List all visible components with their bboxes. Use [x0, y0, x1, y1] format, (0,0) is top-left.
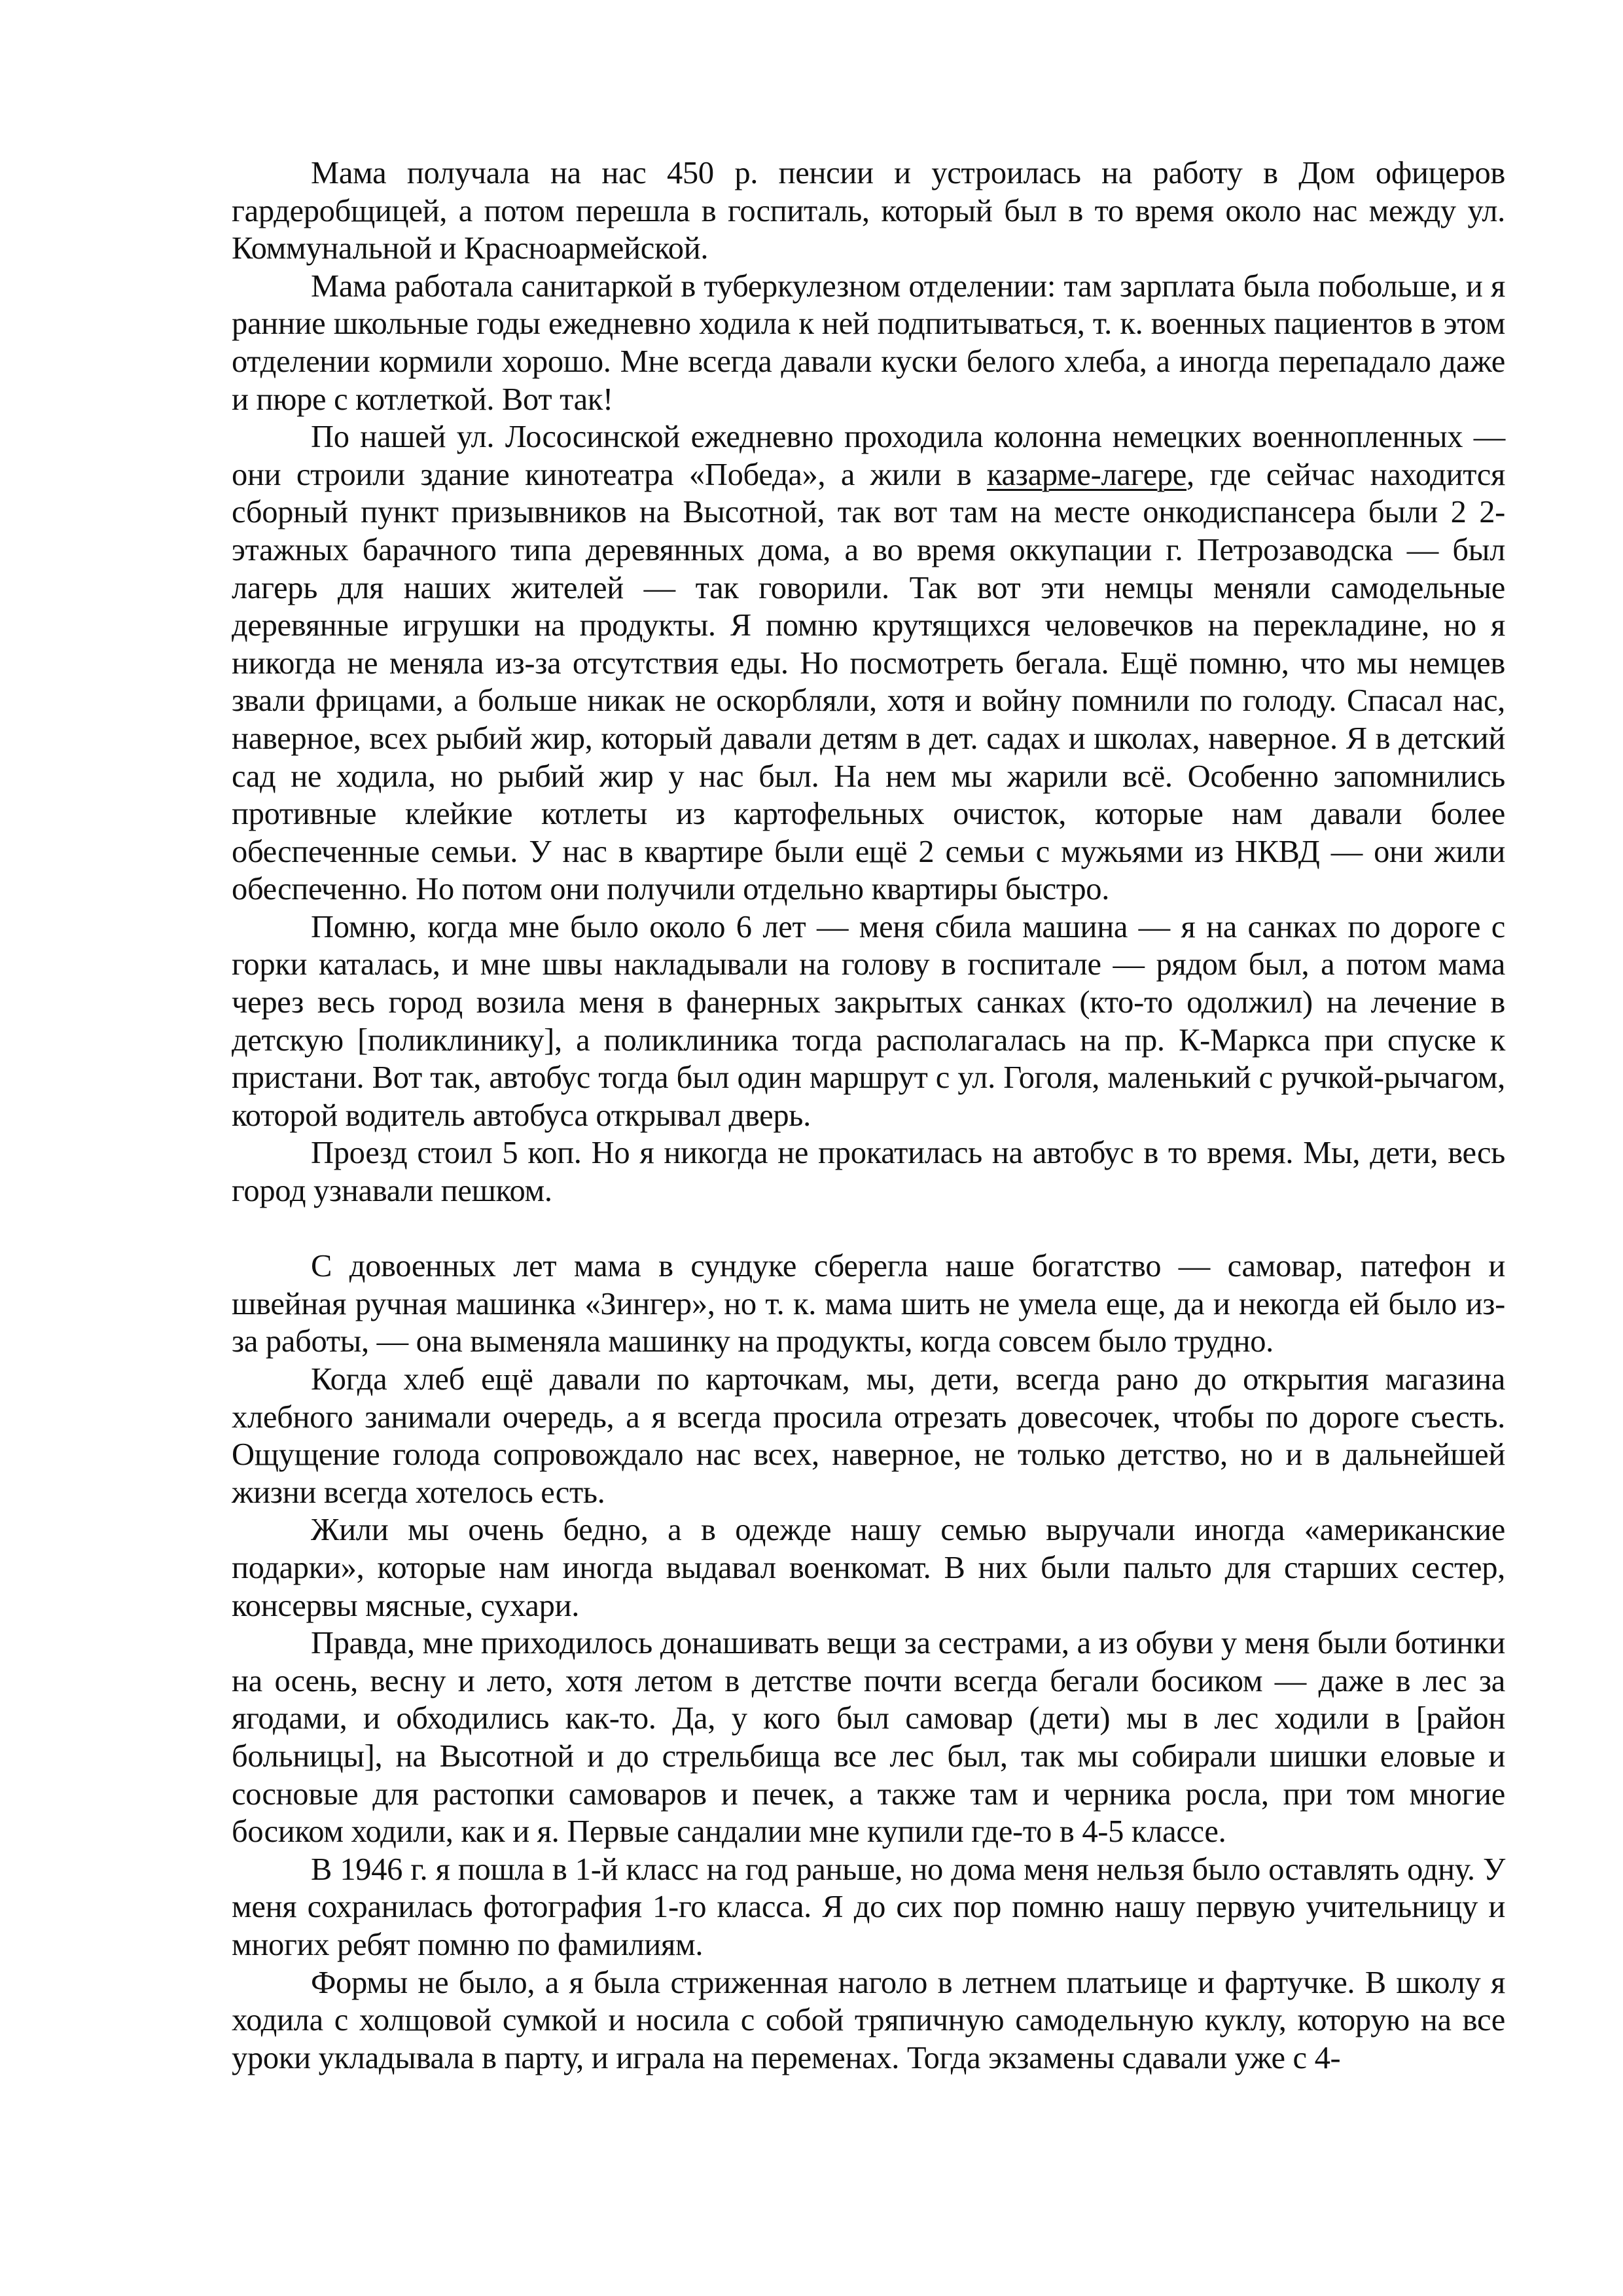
paragraph-bread-cards: Когда хлеб ещё давали по карточкам, мы, дети, всегда рано до открытия магазина хлебного занимали очередь, а я всегда просила отрезать довесочек, чтобы по дороге съесть. Ощущение голода сопровождало нас всех, наверное, не только детство, но и в дальнейшей жизни всегда хотелось есть.: [232, 1362, 1505, 1510]
paragraph-no-uniform: Формы не было, а я была стриженная наголо в летнем платьице и фартучке. В школу я ходила с холщовой сумкой и носила с собой тряпичную самодельную куклу, которую на все уроки укладывала в парту, и играла на переменах. Тогда экзамены сдавали уже с 4-: [232, 1965, 1505, 2075]
paragraph-hand-me-downs: Правда, мне приходилось донашивать вещи за сестрами, а из обуви у меня были ботинки на осень, весну и лето, хотя летом в детстве почти всегда бегали босиком — даже в лес за ягодами, и обходились как-то. Да, у кого был самовар (дети) мы в лес ходили в [район больницы], на Высотной и до стрельбища все лес был, так мы собирали шишки еловые и сосновые для растопки самоваров и печек, а также там и черника росла, при том многие босиком ходили, как и я. Первые сандалии мне купили где-то в 4-5 классе.: [232, 1626, 1505, 1850]
paragraph-sanitary-work: Мама работала санитаркой в туберкулезном отделении: там зарплата была побольше, и я ранние школьные годы ежедневно ходила к ней подпитываться, т. к. военных пациентов в этом отделении кормили хорошо. Мне всегда давали куски белого хлеба, а иногда перепадало даже и пюре с котлеткой. Вот так!: [232, 268, 1505, 417]
paragraph-prewar-treasures: С довоенных лет мама в сундуке сберегла наше богатство — самовар, патефон и швейная ручная машинка «Зингер», но т. к. мама шить не умела еще, да и некогда ей было из-за работы, — она выменяла машинку на продукты, когда совсем было трудно.: [232, 1249, 1505, 1359]
blank-line: [232, 1210, 1505, 1248]
paragraph-american-gifts: Жили мы очень бедно, а в одежде нашу семью выручали иногда «американские подарки», которые нам иногда выдавал военкомат. В них были пальто для старших сестер, консервы мясные, сухари.: [232, 1513, 1505, 1623]
paragraph-bus-fare: Проезд стоил 5 коп. Но я никогда не прокатилась на автобус в то время. Мы, дети, весь город узнавали пешком.: [232, 1136, 1505, 1209]
paragraph-car-accident: Помню, когда мне было около 6 лет — меня сбила машина — я на санках по дороге с горки каталась, и мне швы накладывали на голову в госпитале — рядом был, а потом мама через весь город возила меня в фанерных закрытых санках (кто-то одолжил) на лечение в детскую [поликлинику], а поликлиника тогда располагалась на пр. К-Маркса при спуске к пристани. Вот так, автобус тогда был один маршрут с ул. Гоголя, маленький с ручкой-рычагом, которой водитель автобуса открывал дверь.: [232, 909, 1505, 1133]
paragraph-pows: [232, 418, 1505, 908]
document-body: [232, 154, 1505, 2077]
paragraph-first-grade: В 1946 г. я пошла в 1-й класс на год раньше, но дома меня нельзя было оставлять одну. У меня сохранилась фотография 1-го класса. Я до сих пор помню нашу первую учительницу и многих ребят помню по фамилиям.: [232, 1852, 1505, 1962]
paragraph-pows-rest: , где сейчас находится сборный пункт призывников на Высотной, так вот там на месте онкодиспансера были 2 2-этажных барачного типа деревянных дома, а во время оккупации г. Петрозаводска — был лагерь для наших жителей — так говорили. Так вот эти немцы меняли самодельные деревянные игрушки на продукты. Я помню крутящихся человечков на перекладине, но я никогда не меняла из-за отсутствия еды. Но посмотреть бегала. Ещё помню, что мы немцев звали фрицами, а больше никак не оскорбляли, хотя и войну помнили по голоду. Спасал нас, наверное, всех рыбий жир, который давали детям в дет. садах и школах, наверное. Я в детский сад не ходила, но рыбий жир у нас был. На нем мы жарили всё. Особенно запомнились противные клейкие котлеты из картофельных очисток, которые нам давали более обеспеченные семьи. У нас в квартире были ещё 2 семьи с мужьями из НКВД — они жили обеспеченно. Но потом они получили отдельно квартиры быстро.: [232, 457, 1505, 907]
paragraph-pows-start: По нашей ул. Лососинской ежедневно проходила колонна немецких военнопленных — они строили здание кинотеатра «Победа», а жили в: [232, 420, 1505, 492]
paragraph-pension: Мама получала на нас 450 р. пенсии и устроилась на работу в Дом офицеров гардеробщицей, а потом перешла в госпиталь, который был в то время около нас между ул. Коммунальной и Красноармейской.: [232, 156, 1505, 266]
underlined-barracks-camp: казарме-лагере: [986, 457, 1186, 492]
